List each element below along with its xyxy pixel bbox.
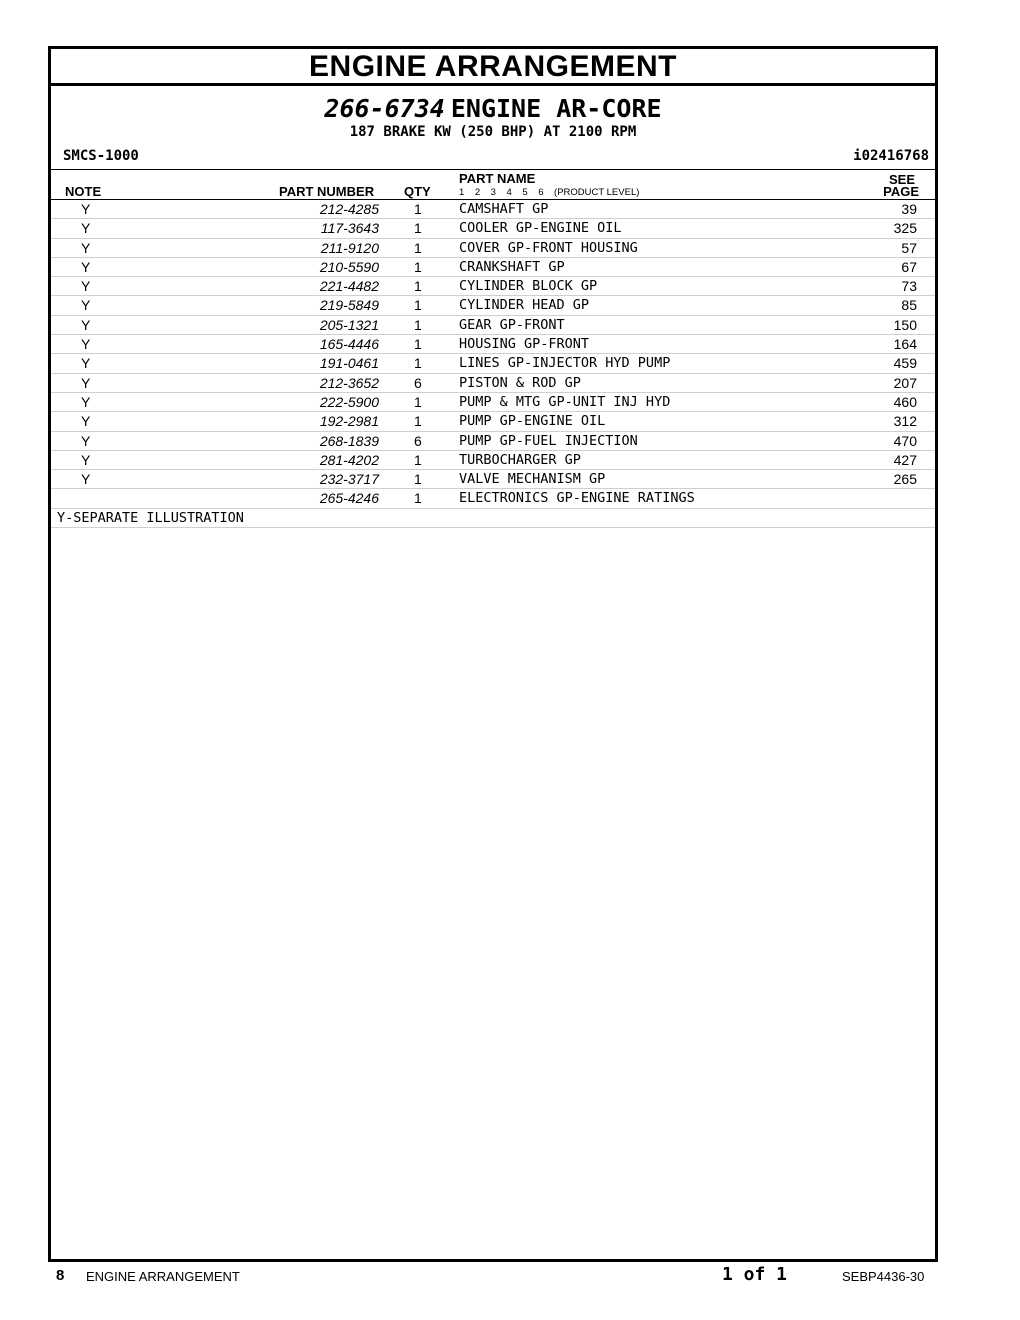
table-row	[51, 374, 935, 393]
part-number: 192-2981	[319, 413, 379, 430]
see-page: 325	[893, 220, 917, 237]
smcs-code: SMCS-1000	[63, 148, 139, 164]
table-row	[51, 451, 935, 470]
part-number: 281-4202	[319, 451, 379, 468]
part-qty: 1	[414, 239, 422, 256]
part-note: Y	[81, 278, 91, 295]
table-row	[51, 470, 935, 489]
part-number: 205-1321	[319, 316, 379, 333]
part-qty: 6	[414, 432, 422, 449]
part-qty: 1	[414, 297, 422, 314]
col-part-number: PART NUMBER	[279, 184, 375, 199]
part-number: 222-5900	[319, 393, 379, 410]
table-row	[51, 219, 935, 238]
table-row	[51, 354, 935, 373]
see-page: 164	[893, 336, 917, 353]
part-name: PUMP & MTG GP-UNIT INJ HYD	[459, 393, 671, 410]
part-note: Y	[81, 471, 91, 488]
part-note: Y	[81, 336, 91, 353]
engine-rating: 187 BRAKE KW (250 BHP) AT 2100 RPM	[349, 124, 637, 140]
part-qty: 1	[414, 258, 422, 275]
col-see: SEE	[888, 172, 915, 187]
id-row	[51, 147, 935, 170]
see-page: 312	[893, 413, 917, 430]
part-qty: 1	[414, 336, 422, 353]
part-qty: 1	[414, 490, 422, 507]
part-name: PUMP GP-FUEL INJECTION	[459, 432, 638, 449]
see-page: 67	[901, 258, 917, 275]
part-name: GEAR GP-FRONT	[459, 316, 565, 333]
part-note: Y	[81, 432, 91, 449]
part-note: Y	[81, 374, 91, 391]
part-qty: 1	[414, 471, 422, 488]
part-number: 232-3717	[319, 471, 379, 488]
part-qty: 6	[414, 374, 422, 391]
col-qty: QTY	[404, 184, 431, 199]
table-row	[51, 296, 935, 315]
table-row	[51, 316, 935, 335]
part-name: CYLINDER HEAD GP	[459, 297, 590, 314]
table-row	[51, 489, 935, 508]
part-qty: 1	[414, 393, 422, 410]
part-name: LINES GP-INJECTOR HYD PUMP	[459, 355, 671, 372]
part-number: 221-4482	[319, 278, 379, 295]
part-name: VALVE MECHANISM GP	[459, 471, 606, 488]
part-number: 219-5849	[319, 297, 379, 314]
part-name: COVER GP-FRONT HOUSING	[459, 239, 638, 256]
part-name: HOUSING GP-FRONT	[459, 336, 590, 353]
table-row	[51, 258, 935, 277]
footer-page-number: 8	[56, 1267, 65, 1284]
part-number: 268-1839	[319, 432, 379, 449]
part-note: Y	[81, 451, 91, 468]
part-name: CYLINDER BLOCK GP	[459, 278, 598, 295]
part-name: CAMSHAFT GP	[459, 201, 549, 217]
col-product-level: 1 2 3 4 5 6 (PRODUCT LEVEL)	[459, 187, 640, 198]
part-qty: 1	[414, 413, 422, 430]
part-note: Y	[81, 355, 91, 372]
table-row	[51, 393, 935, 412]
part-number: 212-3652	[319, 374, 379, 391]
part-qty: 1	[414, 355, 422, 372]
part-number: 212-4285	[319, 201, 379, 217]
see-page: 470	[893, 432, 917, 449]
footer-section: ENGINE ARRANGEMENT	[86, 1269, 240, 1284]
col-note: NOTE	[65, 184, 102, 199]
col-page: PAGE	[883, 184, 919, 199]
part-qty: 1	[414, 220, 422, 237]
part-qty: 1	[414, 278, 422, 295]
part-note: Y	[81, 413, 91, 430]
part-name: COOLER GP-ENGINE OIL	[459, 220, 622, 237]
part-number: 211-9120	[320, 239, 379, 256]
part-number: 165-4446	[319, 336, 379, 353]
page-title: ENGINE ARRANGEMENT	[51, 49, 935, 86]
see-page: 265	[893, 471, 917, 488]
table-row	[51, 239, 935, 258]
see-page: 427	[893, 451, 917, 468]
part-note: Y	[81, 239, 91, 256]
part-note: Y	[81, 393, 91, 410]
part-number: 210-5590	[319, 258, 379, 275]
table-row	[51, 432, 935, 451]
see-page: 85	[901, 297, 917, 314]
part-name: PUMP GP-ENGINE OIL	[459, 413, 606, 430]
part-qty: 1	[414, 201, 422, 217]
see-page: 459	[893, 355, 917, 372]
see-page: 39	[901, 201, 917, 217]
col-part-name: PART NAME	[459, 171, 536, 186]
part-qty: 1	[414, 316, 422, 333]
page-footer	[0, 1264, 1020, 1294]
assembly-heading	[51, 94, 935, 123]
footer-document-number: SEBP4436-30	[842, 1269, 925, 1284]
part-note: Y	[81, 297, 91, 314]
table-row	[51, 412, 935, 431]
part-note: Y	[81, 316, 91, 333]
page-frame	[48, 46, 938, 1262]
see-page: 73	[901, 278, 917, 295]
part-name: PISTON & ROD GP	[459, 374, 581, 391]
part-number: 265-4246	[319, 490, 379, 507]
see-page: 460	[893, 393, 917, 410]
part-note: Y	[81, 220, 91, 237]
footer-page-of: 1 of 1	[722, 1264, 788, 1285]
part-number: 191-0461	[319, 355, 379, 372]
part-name: TURBOCHARGER GP	[459, 451, 581, 468]
footnote: Y-SEPARATE ILLUSTRATION	[51, 509, 935, 528]
part-qty: 1	[414, 451, 422, 468]
parts-table	[51, 200, 935, 509]
part-number: 117-3643	[320, 220, 379, 237]
part-name: CRANKSHAFT GP	[459, 258, 565, 275]
table-row	[51, 335, 935, 354]
see-page: 207	[893, 374, 917, 391]
table-row	[51, 277, 935, 296]
illustration-id: i02416768	[853, 148, 929, 164]
see-page: 57	[901, 239, 917, 256]
assembly-part-name: ENGINE AR-CORE	[450, 94, 662, 123]
column-header	[51, 170, 935, 200]
table-row	[51, 200, 935, 219]
see-page: 150	[893, 316, 917, 333]
part-note: Y	[81, 201, 91, 217]
assembly-part-number: 266-6734	[324, 94, 445, 123]
part-name: ELECTRONICS GP-ENGINE RATINGS	[459, 490, 695, 507]
part-note: Y	[81, 258, 91, 275]
